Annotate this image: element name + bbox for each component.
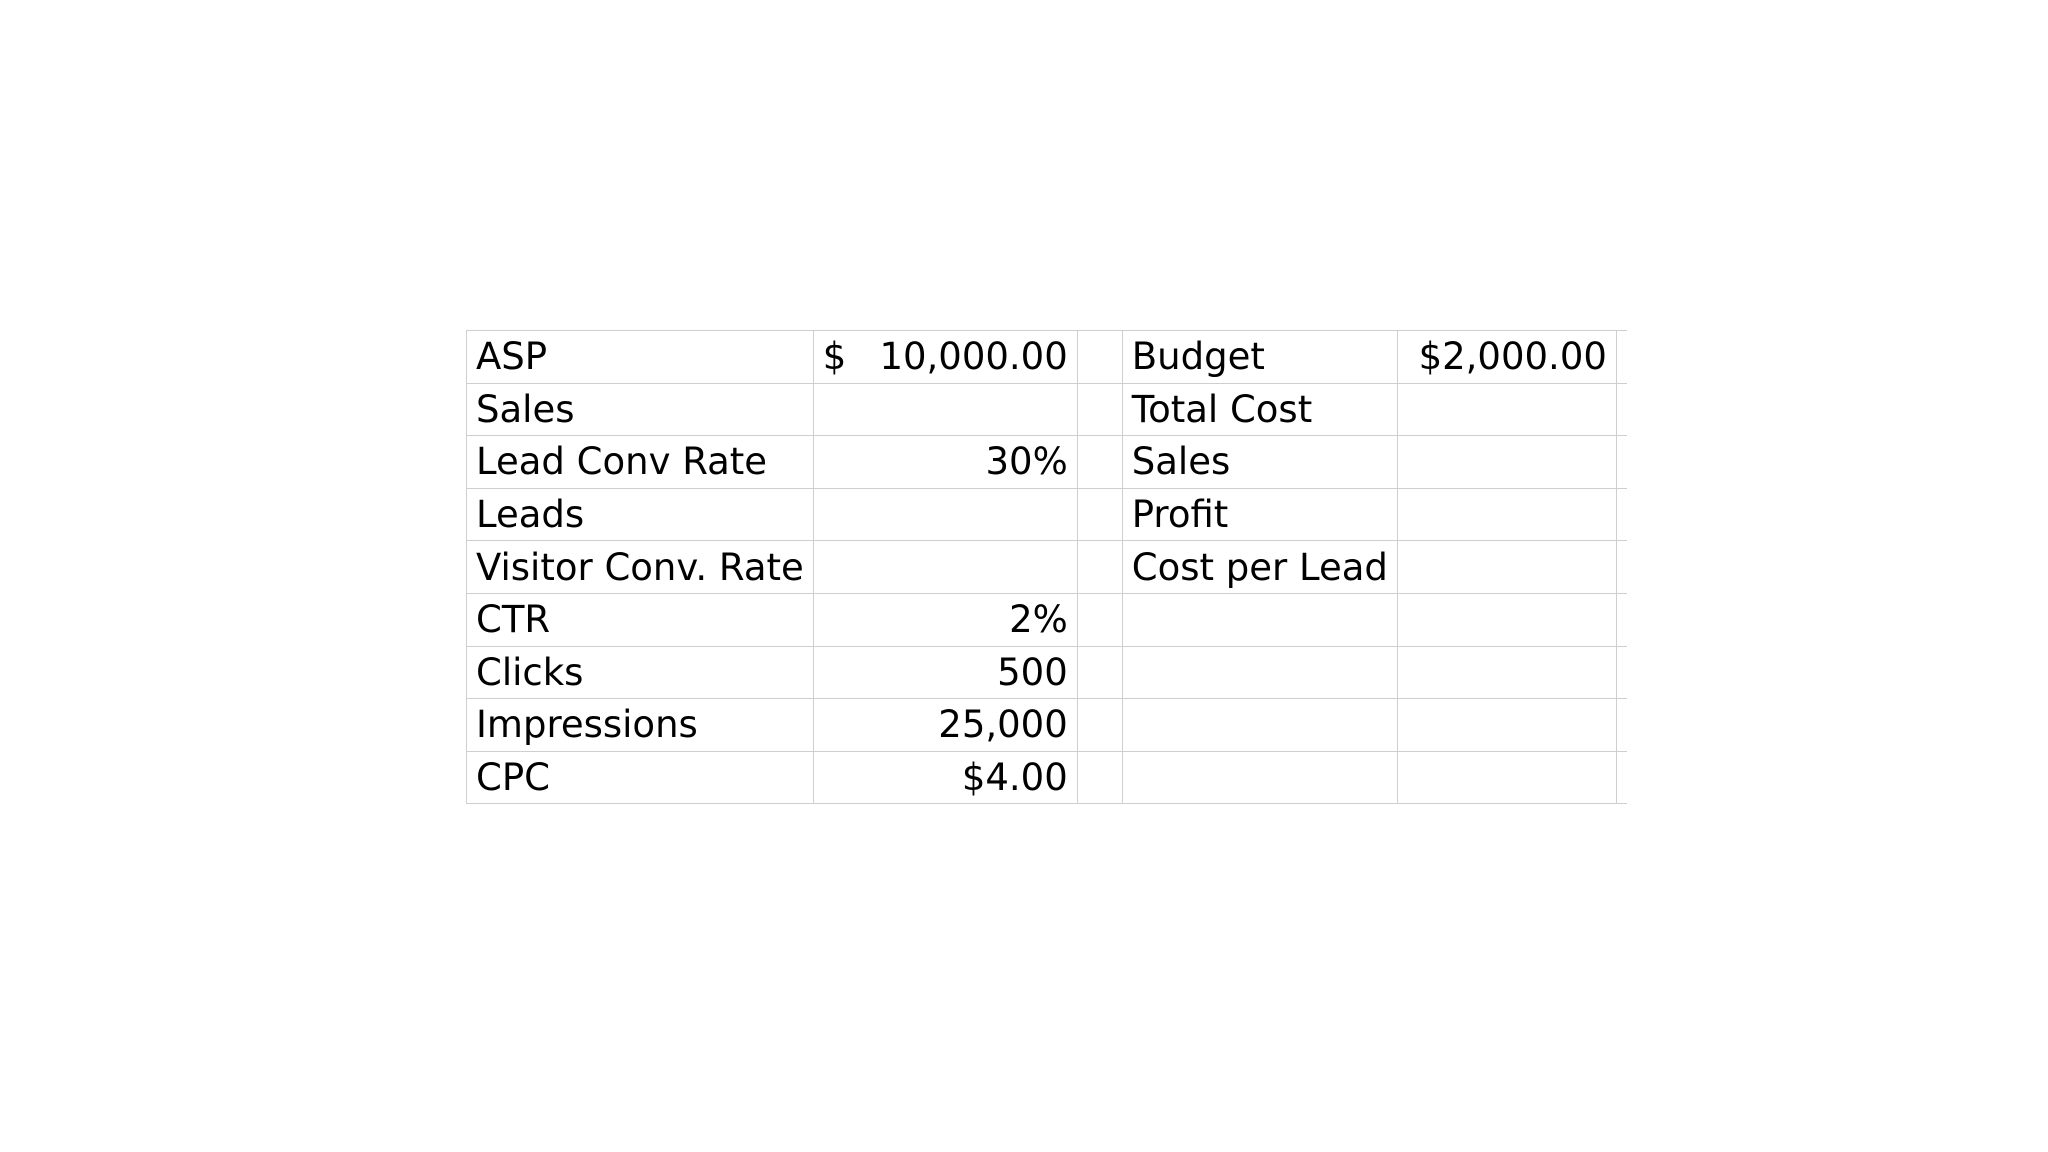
cell-empty[interactable] (1077, 699, 1122, 752)
cell-empty[interactable] (1397, 751, 1616, 804)
cell-lead-conv-rate-value[interactable]: 30% (813, 436, 1077, 489)
cell-budget-label[interactable]: Budget (1122, 331, 1397, 384)
cell-edge[interactable] (1616, 436, 1627, 489)
cell-sales-value[interactable] (813, 383, 1077, 436)
cell-edge[interactable] (1616, 593, 1627, 646)
cell-impressions-label[interactable]: Impressions (467, 699, 814, 752)
table-row (467, 646, 1628, 699)
table-row (467, 541, 1628, 594)
cell-clicks-value[interactable]: 500 (813, 646, 1077, 699)
currency-symbol: $ (822, 335, 847, 379)
cell-leads-value[interactable] (813, 488, 1077, 541)
cell-cost-per-lead-label[interactable]: Cost per Lead (1122, 541, 1397, 594)
cell-empty[interactable] (1077, 331, 1122, 384)
cell-ctr-label[interactable]: CTR (467, 593, 814, 646)
table-row (467, 488, 1628, 541)
cell-empty[interactable] (1397, 646, 1616, 699)
table-row (467, 699, 1628, 752)
cell-clicks-label[interactable]: Clicks (467, 646, 814, 699)
cell-lead-conv-rate-label[interactable]: Lead Conv Rate (467, 436, 814, 489)
cell-empty[interactable] (1122, 646, 1397, 699)
cell-empty[interactable] (1122, 593, 1397, 646)
cell-profit-value[interactable] (1397, 488, 1616, 541)
table-row (467, 383, 1628, 436)
table-row (467, 751, 1628, 804)
cell-empty[interactable] (1122, 751, 1397, 804)
cell-asp-value[interactable] (813, 331, 1077, 384)
cell-sales-label[interactable]: Sales (467, 383, 814, 436)
cell-asp-label[interactable]: ASP (467, 331, 814, 384)
cell-edge[interactable] (1616, 541, 1627, 594)
cell-profit-label[interactable]: Profit (1122, 488, 1397, 541)
cell-total-cost-value[interactable] (1397, 383, 1616, 436)
cell-empty[interactable] (1077, 593, 1122, 646)
cell-empty[interactable] (1077, 646, 1122, 699)
cell-budget-value[interactable]: $2,000.00 (1397, 331, 1616, 384)
cell-edge[interactable] (1616, 383, 1627, 436)
cell-edge[interactable] (1616, 751, 1627, 804)
cell-empty[interactable] (1122, 699, 1397, 752)
table-row (467, 436, 1628, 489)
cell-empty[interactable] (1077, 383, 1122, 436)
spreadsheet-grid (466, 330, 1627, 804)
cell-ctr-value[interactable]: 2% (813, 593, 1077, 646)
asp-amount: 10,000.00 (879, 335, 1068, 379)
cell-cpc-label[interactable]: CPC (467, 751, 814, 804)
cell-edge[interactable] (1616, 646, 1627, 699)
cell-leads-label[interactable]: Leads (467, 488, 814, 541)
cell-cpc-value[interactable]: $4.00 (813, 751, 1077, 804)
cell-sales-right-label[interactable]: Sales (1122, 436, 1397, 489)
cell-sales-right-value[interactable] (1397, 436, 1616, 489)
cell-empty[interactable] (1077, 436, 1122, 489)
cell-empty[interactable] (1397, 593, 1616, 646)
cell-impressions-value[interactable]: 25,000 (813, 699, 1077, 752)
table-row (467, 593, 1628, 646)
cell-empty[interactable] (1077, 751, 1122, 804)
table-row (467, 331, 1628, 384)
cell-total-cost-label[interactable]: Total Cost (1122, 383, 1397, 436)
cell-empty[interactable] (1397, 699, 1616, 752)
cell-empty[interactable] (1077, 488, 1122, 541)
cell-cost-per-lead-value[interactable] (1397, 541, 1616, 594)
cell-visitor-conv-rate-label[interactable]: Visitor Conv. Rate (467, 541, 814, 594)
cell-edge[interactable] (1616, 699, 1627, 752)
cell-empty[interactable] (1077, 541, 1122, 594)
cell-visitor-conv-rate-value[interactable] (813, 541, 1077, 594)
cell-edge[interactable] (1616, 488, 1627, 541)
cell-edge[interactable] (1616, 331, 1627, 384)
